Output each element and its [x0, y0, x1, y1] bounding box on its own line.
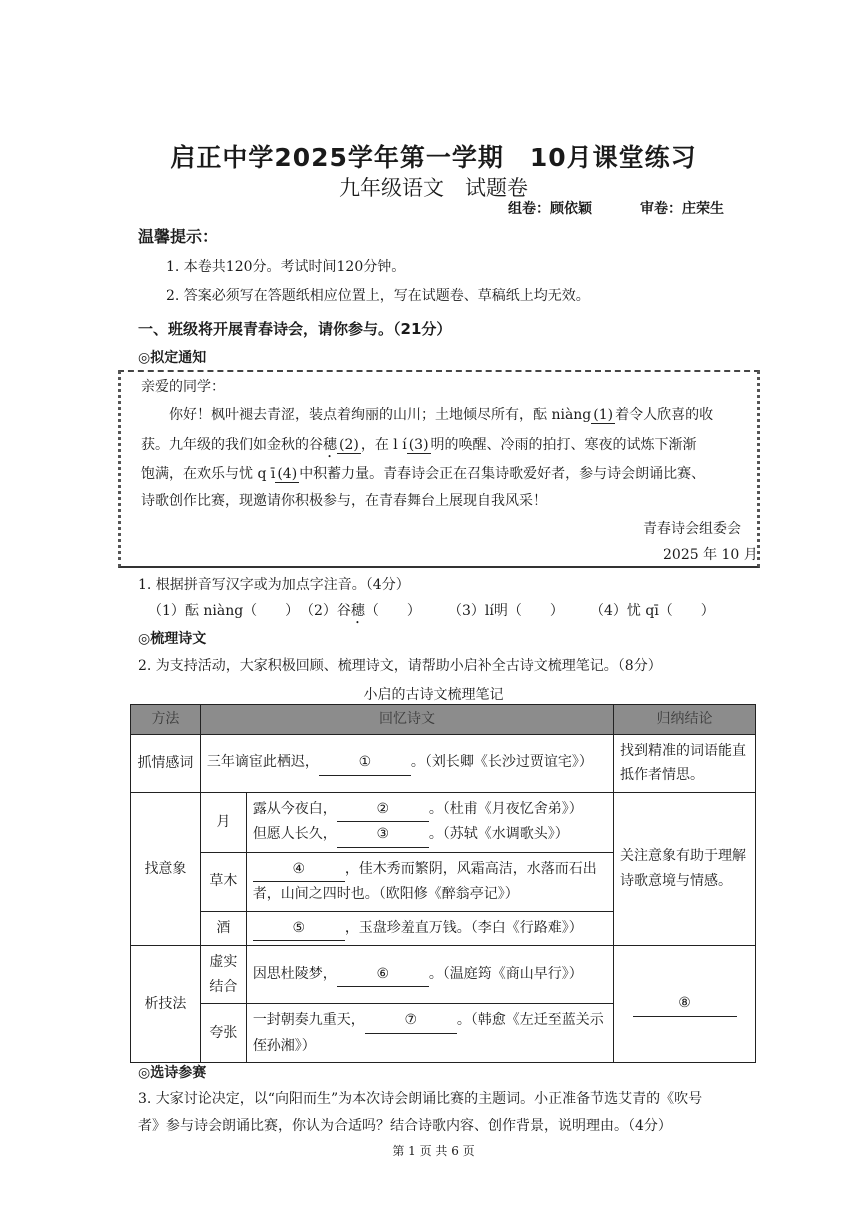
notice-line-3: 饱满，在欢乐与忧 q ī (4) 中积蓄力量。青春诗会正在召集诗歌爱好者，参与诗会朗诵比赛、	[141, 466, 706, 482]
technique-virtual-real: 虚实结合	[200, 946, 246, 1004]
q1-option-2: （2）谷穗（ ）	[300, 603, 421, 619]
imagery-moon: 月	[200, 792, 246, 852]
imagery-plants: 草木	[200, 852, 246, 911]
notice-greeting: 亲爱的同学：	[141, 379, 225, 395]
blank-circle-8: ⑧	[633, 991, 737, 1017]
subsection-notice: ◎拟定通知	[138, 350, 207, 366]
notice-line-4: 诗歌创作比赛，现邀请你积极参与，在青春舞台上展现自我风采！	[141, 493, 547, 509]
blank-circle-3: ③	[337, 822, 429, 848]
method-imagery: 找意象	[131, 792, 201, 946]
question-3-line-1: 3. 大家讨论决定，以“向阳而生”为本次诗会朗诵比赛的主题词。小正准备节选艾青的《吹号	[138, 1091, 703, 1107]
conclusion-2: 关注意象有助于理解诗歌意境与情感。	[614, 792, 756, 946]
blank-circle-1: ①	[319, 750, 411, 776]
row3-text-1: 因思杜陵梦， ⑥ 。（温庭筠《商山早行》）	[246, 946, 613, 1004]
subsection-review: ◎梳理诗文	[138, 631, 207, 647]
row2-wine-text: ⑤ ，玉盘珍羞直万钱。（李白《行路难》）	[246, 911, 613, 946]
header-method: 方法	[131, 705, 201, 735]
tip-item: 2. 答案必须写在答题纸相应位置上，写在试题卷、草稿纸上均无效。	[166, 288, 590, 304]
question-1: 1. 根据拼音写汉字或为加点字注音。（4分）	[138, 577, 410, 593]
method-emotion: 抓情感词	[131, 734, 201, 792]
blank-1: (1)	[593, 407, 614, 423]
blank-2: (2)	[339, 437, 359, 453]
technique-exaggeration: 夸张	[200, 1004, 246, 1063]
row2-plants-text: ④ ，佳木秀而繁阴，风霜高洁，水落而石出者，山间之四时也。（欧阳修《醉翁亭记》）	[246, 852, 613, 911]
q1-option-4: （4）忧 qī（ ）	[590, 603, 715, 619]
imagery-wine: 酒	[200, 911, 246, 946]
subsection-select: ◎选诗参赛	[138, 1065, 207, 1081]
method-technique: 析技法	[131, 946, 201, 1063]
tips-heading: 温馨提示：	[138, 227, 219, 246]
table-title: 小启的古诗文梳理笔记	[363, 687, 504, 703]
row3-text-2: 一封朝奏九重天， ⑦ 。（韩愈《左迁至蓝关示侄孙湘》）	[246, 1004, 613, 1063]
tip-item: 1. 本卷共120分。考试时间120分钟。	[166, 259, 406, 275]
composer-label: 组卷：顾依颖	[508, 201, 592, 217]
reviewer-label: 审卷：庄荣生	[640, 201, 724, 217]
header-conclusion: 归纳结论	[614, 705, 756, 735]
table-row	[131, 792, 756, 852]
notice-line-2: 获。九年级的我们如金秋的谷穗 (2) ，在 l í (3) 明的唤醒、冷雨的拍打、寒夜的试炼下渐渐	[141, 437, 697, 453]
question-2: 2. 为支持活动，大家积极回顾、梳理诗文，请帮助小启补全古诗文梳理笔记。（8分）	[138, 658, 662, 674]
header-recall: 回忆诗文	[200, 705, 613, 735]
notice-line-1: 你好！枫叶褪去青涩，装点着绚丽的山川；土地倾尽所有，酝 niàng (1) 着令人欣喜的收	[169, 407, 714, 423]
section-heading: 一、班级将开展青春诗会，请你参与。（21分）	[138, 320, 452, 338]
blank-circle-5: ⑤	[253, 916, 345, 942]
blank-circle-6: ⑥	[337, 962, 429, 988]
q1-option-1: （1）酝 niàng（ ）	[148, 603, 300, 619]
notice-signature: 青春诗会组委会	[643, 521, 741, 537]
blank-circle-2: ②	[337, 797, 429, 823]
row1-text: 三年谪宦此栖迟， ① 。（刘长卿《长沙过贾谊宅》）	[200, 734, 613, 792]
row2-moon-text: 露从今夜白， ② 。（杜甫《月夜忆舍弟》） 但愿人长久， ③ 。（苏轼《水调歌头》）	[246, 792, 613, 852]
notice-date: 2025 年 10 月	[663, 547, 758, 563]
conclusion-1: 找到精准的词语能直抵作者情思。	[614, 734, 756, 792]
q1-option-3: （3）lí明（ ）	[448, 603, 564, 619]
blank-circle-4: ④	[253, 857, 345, 883]
page-subtitle: 九年级语文 试题卷	[339, 176, 528, 200]
table-row	[131, 946, 756, 1004]
page-footer: 第 1 页 共 6 页	[392, 1144, 475, 1158]
notice-box	[118, 370, 760, 568]
table-header-row	[131, 705, 756, 735]
blank-circle-7: ⑦	[365, 1008, 457, 1034]
notes-table	[130, 704, 756, 1063]
blank-4: (4)	[277, 466, 298, 482]
conclusion-3	[614, 946, 756, 1063]
blank-3: (3)	[408, 437, 429, 453]
question-3-line-2: 者》参与诗会朗诵比赛，你认为合适吗？结合诗歌内容、创作背景，说明理由。（4分）	[138, 1118, 672, 1134]
page-title: 启正中学2025学年第一学期 10月课堂练习	[170, 143, 697, 172]
table-row	[131, 734, 756, 792]
